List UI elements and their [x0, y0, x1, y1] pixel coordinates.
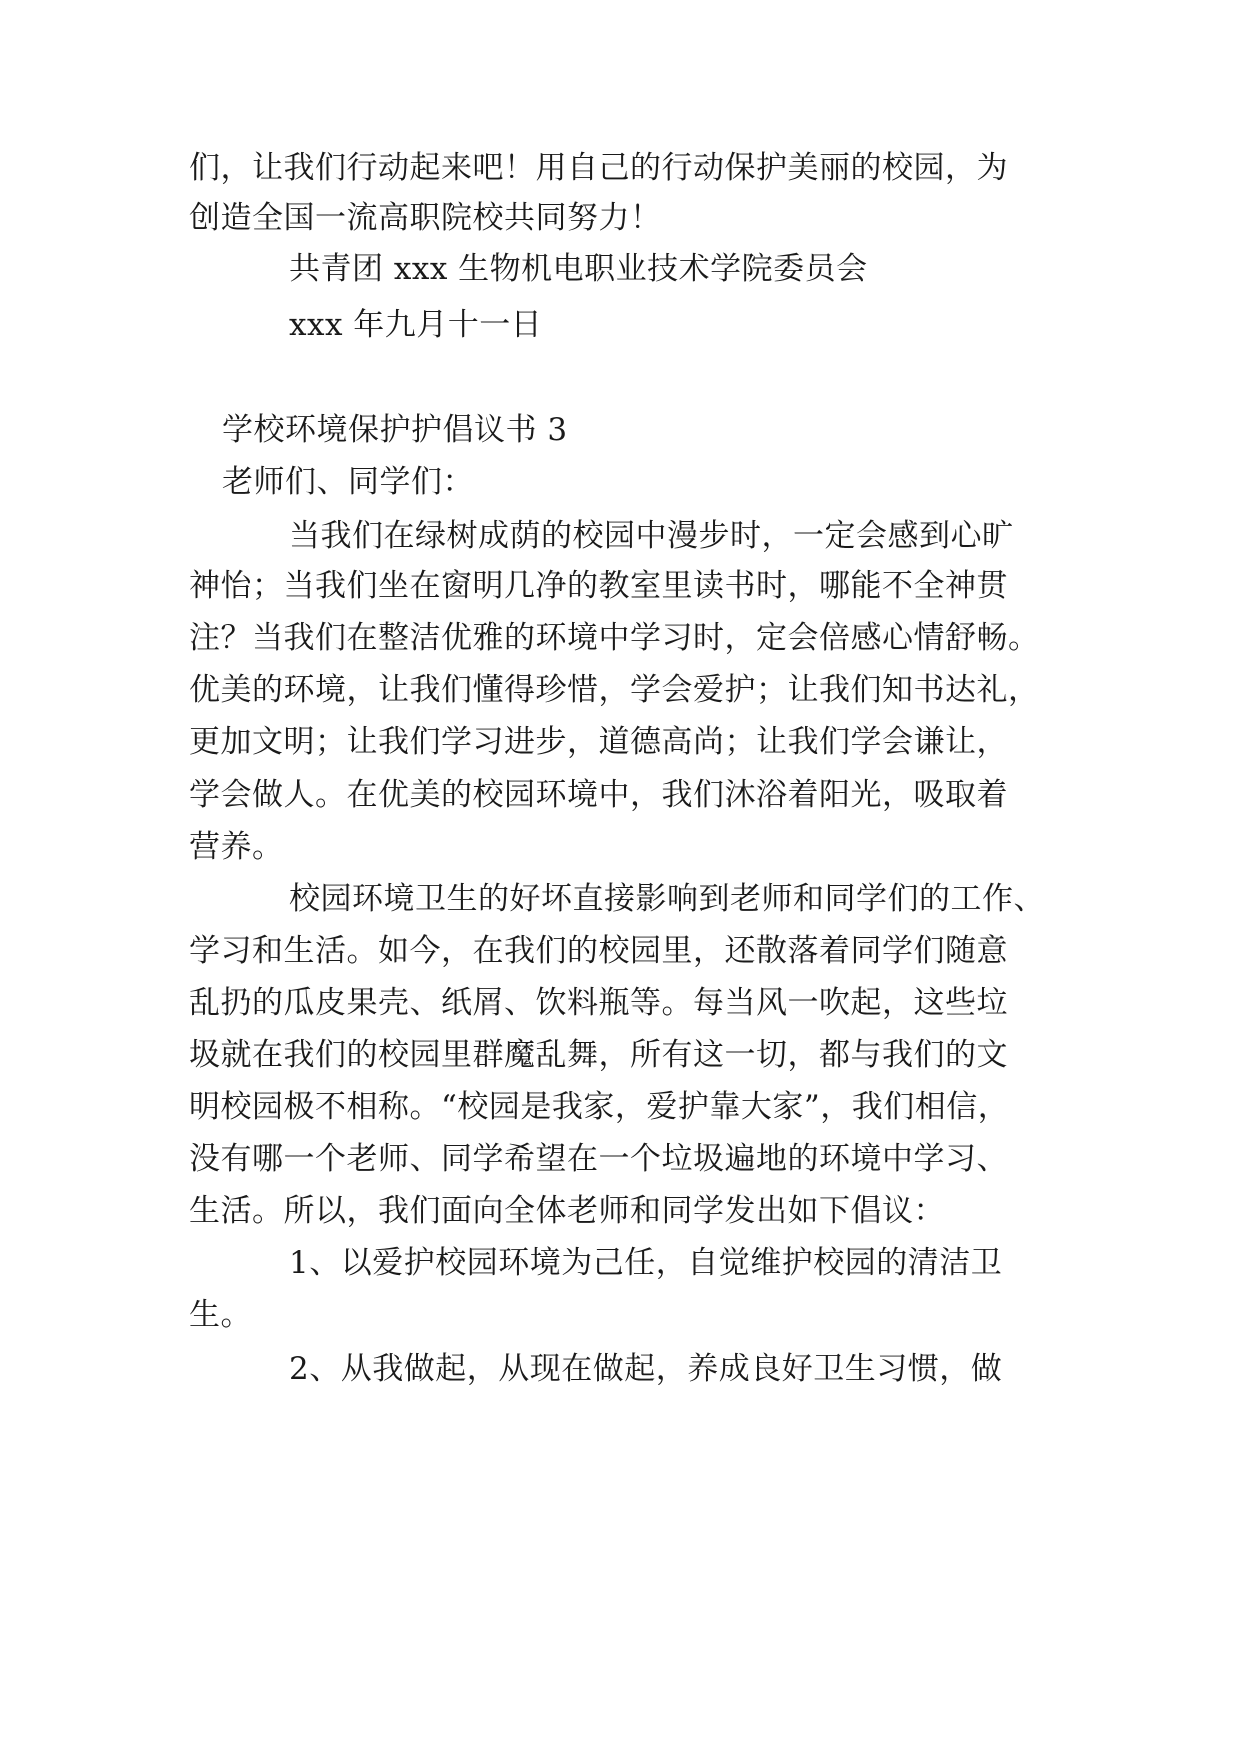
paragraph-line: 明校园极不相称。“校园是我家，爱护靠大家”，我们相信， — [189, 1089, 1010, 1125]
paragraph-line: 生活。所以，我们面向全体老师和同学发出如下倡议： — [189, 1193, 945, 1229]
text-line: 们，让我们行动起来吧！用自己的行动保护美丽的校园，为 — [189, 150, 1008, 186]
paragraph-line: 乱扔的瓜皮果壳、纸屑、饮料瓶等。每当风一吹起，这些垃 — [189, 985, 1008, 1021]
paragraph-line: 学会做人。在优美的校园环境中，我们沐浴着阳光，吸取着 — [189, 777, 1008, 813]
list-item-line: 生。 — [189, 1297, 252, 1333]
list-item-line: 1、以爱护校园环境为己任，自觉维护校园的清洁卫 — [289, 1245, 1003, 1281]
paragraph-line: 神怡；当我们坐在窗明几净的教室里读书时，哪能不全神贯 — [189, 568, 1008, 604]
text-line: 创造全国一流高职院校共同努力！ — [189, 200, 662, 236]
paragraph-line: 营养。 — [189, 829, 284, 865]
paragraph-line: 圾就在我们的校园里群魔乱舞，所有这一切，都与我们的文 — [189, 1037, 1008, 1073]
paragraph-line: 更加文明；让我们学习进步，道德高尚；让我们学会谦让， — [189, 724, 1008, 760]
paragraph-line: 注？当我们在整洁优雅的环境中学习时，定会倍感心情舒畅。 — [189, 620, 1040, 656]
signature-organization: 共青团 xxx 生物机电职业技术学院委员会 — [289, 251, 868, 287]
salutation: 老师们、同学们： — [222, 464, 474, 500]
paragraph-line: 没有哪一个老师、同学希望在一个垃圾遍地的环境中学习、 — [189, 1141, 1008, 1177]
paragraph-line: 优美的环境，让我们懂得珍惜，学会爱护；让我们知书达礼， — [189, 672, 1040, 708]
paragraph-line: 当我们在绿树成荫的校园中漫步时，一定会感到心旷 — [289, 518, 1014, 554]
list-item-line: 2、从我做起，从现在做起，养成良好卫生习惯，做 — [289, 1351, 1003, 1387]
paragraph-line: 校园环境卫生的好坏直接影响到老师和同学们的工作、 — [289, 881, 1045, 917]
paragraph-line: 学习和生活。如今，在我们的校园里，还散落着同学们随意 — [189, 933, 1008, 969]
section-title: 学校环境保护护倡议书 3 — [222, 412, 568, 448]
signature-date: xxx 年九月十一日 — [289, 307, 543, 343]
